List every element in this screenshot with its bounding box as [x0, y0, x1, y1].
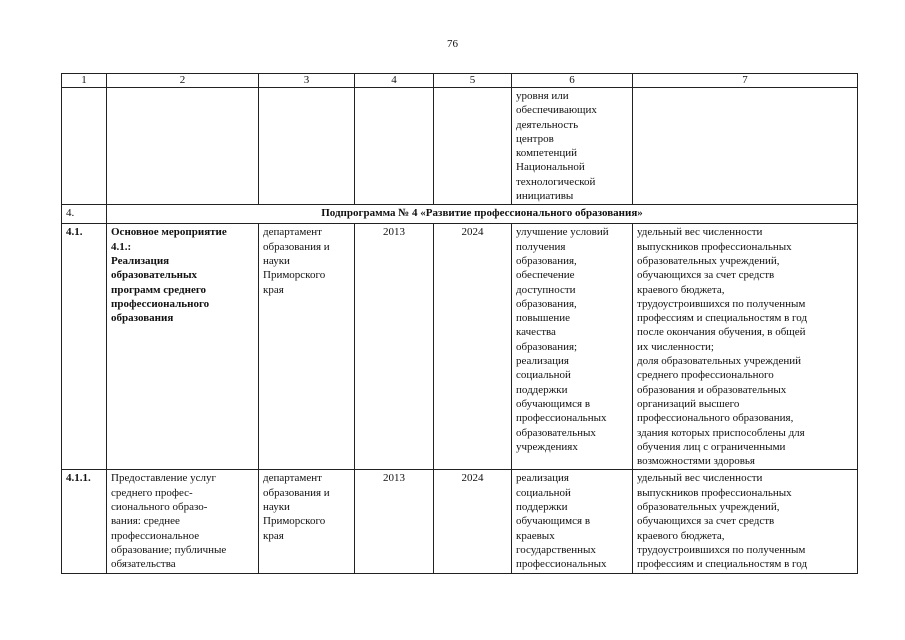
row-executor: департамент образования и науки Приморского края	[259, 224, 355, 470]
column-header-1: 1	[62, 74, 107, 88]
column-header-7: 7	[633, 74, 858, 88]
row-number: 4.1.1.	[62, 470, 107, 573]
subprogram-title: Подпрограмма № 4 «Развитие профессионального образования»	[107, 205, 858, 224]
subprogram-row	[62, 205, 858, 224]
column-header-5: 5	[434, 74, 512, 88]
continued-cell-end	[434, 88, 512, 205]
row-start-year: 2013	[355, 470, 434, 573]
table-header-row	[62, 74, 858, 88]
table-row	[62, 224, 858, 470]
program-table	[61, 73, 858, 574]
continued-cell-indicator	[633, 88, 858, 205]
column-header-4: 4	[355, 74, 434, 88]
page-number: 76	[447, 38, 458, 50]
continued-cell-result: уровня или обеспечивающих деятельность центров компетенций Национальной технологической инициативы	[512, 88, 633, 205]
row-start-year: 2013	[355, 224, 434, 470]
row-name: Основное мероприятие 4.1.: Реализация образовательных программ среднего профессионального образования	[107, 224, 259, 470]
row-end-year: 2024	[434, 224, 512, 470]
continued-row	[62, 88, 858, 205]
row-number: 4.1.	[62, 224, 107, 470]
row-end-year: 2024	[434, 470, 512, 573]
row-indicator: удельный вес численности выпускников профессиональных образовательных учреждений, обучающихся за счет средств краевого бюджета, трудоустроившихся по полученным профессиям и специальностям в год	[633, 470, 858, 573]
column-header-2: 2	[107, 74, 259, 88]
column-header-6: 6	[512, 74, 633, 88]
table-row	[62, 470, 858, 573]
row-name: Предоставление услуг среднего профес- сионального образо- вания: среднее профессиональное образование; публичные обязательства	[107, 470, 259, 573]
row-executor: департамент образования и науки Приморского края	[259, 470, 355, 573]
column-header-3: 3	[259, 74, 355, 88]
row-result: реализация социальной поддержки обучающимся в краевых государственных профессиональных	[512, 470, 633, 573]
subprogram-number: 4.	[62, 205, 107, 224]
continued-cell-executor	[259, 88, 355, 205]
row-result: улучшение условий получения образования, обеспечение доступности образования, повышение качества образования; реализация социальной поддержки обучающимся в профессиональных образовательных учреждениях	[512, 224, 633, 470]
continued-cell-start	[355, 88, 434, 205]
row-indicator: удельный вес численности выпускников профессиональных образовательных учреждений, обучающихся за счет средств краевого бюджета, трудоустроившихся по полученным профессиям и специальностям в год после окончания обучения, в общей их численности; доля образовательных учреждений среднего профессионального образования и образовательных организаций высшего профессионального образования, здания которых приспособлены для обучения лиц с ограниченными возможностями здоровья	[633, 224, 858, 470]
continued-cell-name	[107, 88, 259, 205]
continued-cell-num	[62, 88, 107, 205]
